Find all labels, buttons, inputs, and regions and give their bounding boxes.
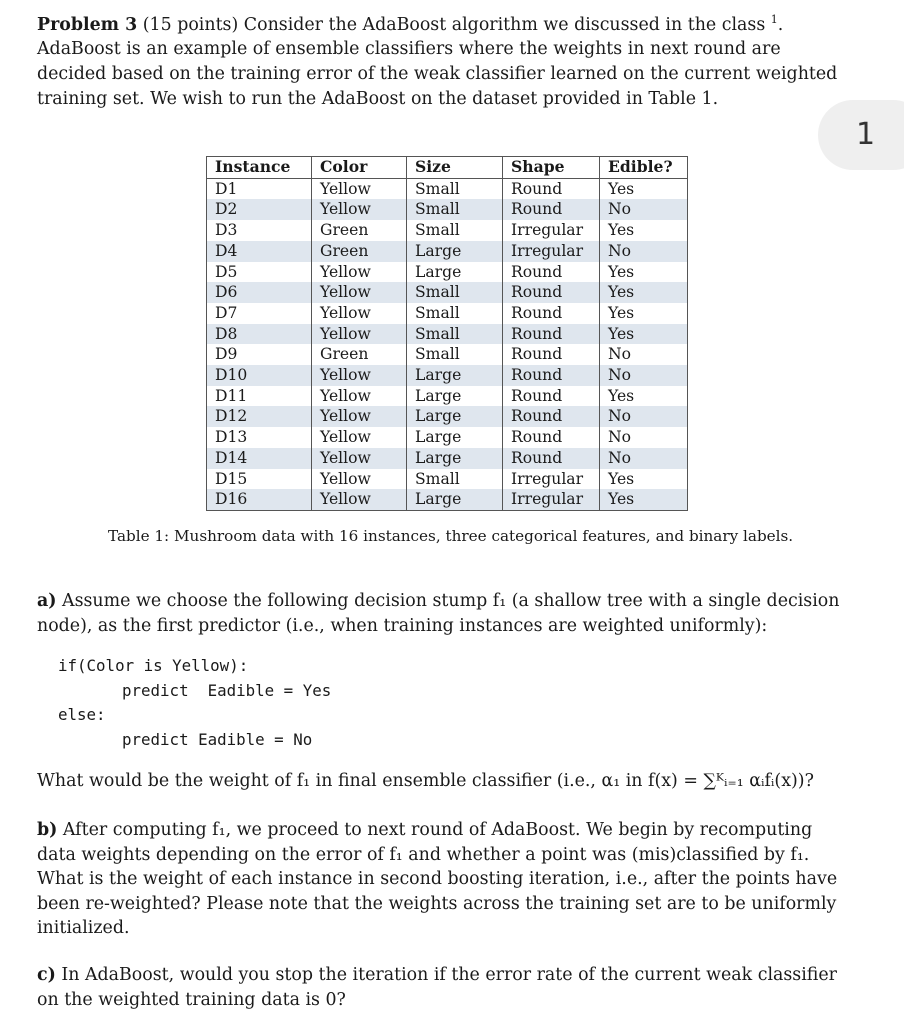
cell-shape: Round: [503, 365, 600, 386]
cell-size: Small: [407, 324, 503, 345]
cell-edible: No: [600, 406, 688, 427]
cell-instance: D12: [207, 406, 312, 427]
cell-edible: Yes: [600, 469, 688, 490]
cell-shape: Irregular: [503, 469, 600, 490]
cell-shape: Round: [503, 282, 600, 303]
cell-size: Small: [407, 344, 503, 365]
cell-edible: Yes: [600, 262, 688, 283]
cell-size: Large: [407, 406, 503, 427]
header-color: Color: [312, 157, 407, 179]
header-shape: Shape: [503, 157, 600, 179]
part-c-text: [37, 963, 852, 1012]
cell-shape: Irregular: [503, 220, 600, 241]
code-line-predict-no: predict Eadible = No: [122, 730, 313, 749]
cell-edible: No: [600, 427, 688, 448]
table-row: [207, 241, 688, 262]
problem-intro: [37, 8, 852, 111]
cell-shape: Round: [503, 344, 600, 365]
part-c-label: c): [37, 965, 56, 985]
part-c-body: In AdaBoost, would you stop the iteration if the error rate of the current weak classifier on the weighted training data is 0?: [37, 965, 837, 1010]
cell-edible: Yes: [600, 489, 688, 510]
table-caption: Table 1: Mushroom data with 16 instances, three categorical features, and binary labels.: [108, 527, 794, 545]
table-row: [207, 178, 688, 199]
table-body: [207, 178, 688, 510]
cell-instance: D7: [215, 303, 238, 322]
cell-instance: D13: [215, 428, 248, 447]
table-header-row: [207, 157, 688, 179]
cell-instance: D16: [207, 489, 312, 510]
cell-shape: Round: [503, 324, 600, 345]
header-size: Size: [407, 157, 503, 179]
cell-shape: Round: [503, 386, 600, 407]
header-edible: Edible?: [600, 157, 688, 179]
cell-size: Large: [407, 489, 503, 510]
cell-shape: Round: [503, 406, 600, 427]
table-row: [207, 199, 688, 220]
cell-instance: D15: [215, 469, 248, 488]
cell-color: Yellow: [312, 469, 407, 490]
cell-edible: Yes: [600, 386, 688, 407]
intro-text: (15 points) Consider the AdaBoost algorithm we discussed in the class: [137, 14, 771, 35]
header-instance: Instance: [207, 157, 312, 179]
cell-edible: Yes: [600, 220, 688, 241]
part-b-label: b): [37, 820, 58, 840]
cell-color: Yellow: [312, 427, 407, 448]
cell-color: Yellow: [312, 303, 407, 324]
cell-color: Yellow: [312, 365, 407, 386]
table-row: [207, 386, 688, 407]
mushroom-table: [206, 156, 688, 511]
table-row: [207, 303, 688, 324]
cell-edible: No: [600, 448, 688, 469]
part-a-text: [37, 589, 852, 638]
code-line-if: if(Color is Yellow):: [58, 656, 249, 675]
cell-shape: Irregular: [503, 241, 600, 262]
cell-color: Yellow: [312, 386, 407, 407]
cell-size: Small: [407, 220, 503, 241]
cell-instance: D3: [215, 221, 238, 240]
part-b-body: After computing f₁, we proceed to next round of AdaBoost. We begin by recomputing data weights depending on the error of f₁ and whether a point was (mis)classified by f₁. What is the weight of each instance in second boosting iteration, i.e., after the points have been re-weighted? Please note that the weights across the training set are to be uniformly initialized.: [37, 820, 838, 939]
table-row: [207, 365, 688, 386]
cell-edible: Yes: [600, 324, 688, 345]
cell-instance: D2: [207, 199, 312, 220]
table-row: [207, 220, 688, 241]
cell-size: Large: [407, 386, 503, 407]
cell-edible: No: [600, 344, 688, 365]
cell-color: Yellow: [312, 489, 407, 510]
cell-size: Small: [407, 303, 503, 324]
intro-text-2: . AdaBoost is an example of ensemble classifiers where the weights in next round are decided based on the training error of the weak classifier learned on the current weighted training set. We wish to run the AdaBoost on the dataset provided in Table 1.: [37, 14, 838, 109]
cell-color: Yellow: [312, 324, 407, 345]
cell-instance: D5: [215, 262, 238, 281]
cell-shape: Round: [503, 303, 600, 324]
cell-shape: Round: [503, 427, 600, 448]
cell-size: Small: [407, 469, 503, 490]
cell-instance: D8: [207, 324, 312, 345]
table-row: [207, 448, 688, 469]
cell-instance: D10: [207, 365, 312, 386]
problem-label: Problem 3: [37, 14, 138, 35]
cell-color: Yellow: [312, 178, 407, 199]
cell-edible: No: [600, 199, 688, 220]
cell-color: Yellow: [312, 448, 407, 469]
table-row: [207, 344, 688, 365]
cell-instance: D14: [207, 448, 312, 469]
part-a-question: What would be the weight of f₁ in final ensemble classifier (i.e., α₁ in f(x) = ∑ᴷᵢ₌₁ αᵢfᵢ(x))?: [37, 771, 814, 791]
cell-color: Yellow: [312, 406, 407, 427]
cell-edible: No: [600, 365, 688, 386]
table-row: [207, 489, 688, 510]
table-row: [207, 282, 688, 303]
cell-size: Small: [407, 178, 503, 199]
cell-size: Large: [407, 241, 503, 262]
cell-color: Green: [312, 220, 407, 241]
cell-color: Yellow: [312, 262, 407, 283]
cell-color: Green: [312, 344, 407, 365]
cell-size: Large: [407, 262, 503, 283]
cell-instance: D4: [207, 241, 312, 262]
cell-instance: D1: [215, 179, 238, 198]
cell-size: Large: [407, 427, 503, 448]
cell-edible: Yes: [600, 282, 688, 303]
cell-size: Large: [407, 365, 503, 386]
cell-shape: Round: [503, 178, 600, 199]
table-row: [207, 469, 688, 490]
cell-edible: Yes: [600, 178, 688, 199]
cell-instance: D6: [207, 282, 312, 303]
cell-edible: Yes: [600, 303, 688, 324]
cell-edible: No: [600, 241, 688, 262]
cell-color: Green: [312, 241, 407, 262]
cell-shape: Round: [503, 448, 600, 469]
code-line-else: else:: [58, 705, 106, 724]
table-row: [207, 427, 688, 448]
part-b-text: [37, 818, 852, 941]
cell-color: Yellow: [312, 282, 407, 303]
cell-size: Small: [407, 282, 503, 303]
part-a-body: Assume we choose the following decision stump f₁ (a shallow tree with a single decision node), as the first predictor (i.e., when training instances are weighted uniformly):: [37, 591, 840, 636]
part-a-label: a): [37, 591, 57, 611]
footnote-mark[interactable]: 1: [770, 13, 778, 26]
table-row: [207, 324, 688, 345]
cell-shape: Irregular: [503, 489, 600, 510]
table-row: [207, 262, 688, 283]
cell-color: Yellow: [312, 199, 407, 220]
cell-size: Small: [407, 199, 503, 220]
cell-size: Large: [407, 448, 503, 469]
cell-instance: D9: [215, 345, 238, 364]
cell-instance: D11: [215, 386, 248, 405]
table-row: [207, 406, 688, 427]
code-line-predict-yes: predict Eadible = Yes: [122, 681, 332, 700]
page-number-badge: 1: [818, 100, 904, 170]
cell-shape: Round: [503, 199, 600, 220]
cell-shape: Round: [503, 262, 600, 283]
